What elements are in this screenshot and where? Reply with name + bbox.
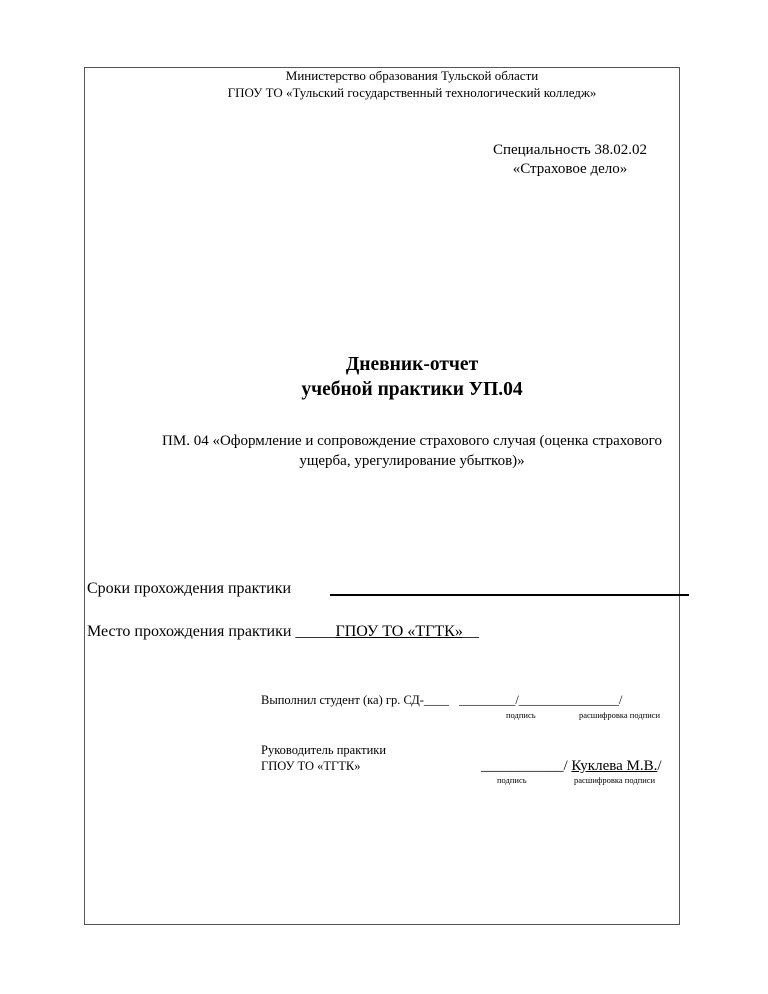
document-title: Дневник-отчет [345, 354, 479, 375]
practice-terms-label: Сроки прохождения практики [87, 580, 292, 597]
ministry-name: Министерство образования Тульской области [285, 68, 539, 83]
supervisor-name: Куклева М.В. [571, 758, 658, 774]
supervisor-signature-row [481, 757, 662, 776]
page-frame [84, 67, 680, 925]
module-line-2: ущерба, урегулирование убытков)» [299, 453, 525, 469]
practice-place-label: Место прохождения практики [87, 623, 292, 640]
supervisor-label: Руководитель практики [261, 743, 387, 757]
supervisor-name-end: / [657, 758, 662, 774]
module-line-1: ПМ. 04 «Оформление и сопровождение страхового случая (оценка страхового [162, 433, 662, 449]
student-decoding-caption: расшифровка подписи [579, 710, 661, 720]
supervisor-decoding-caption: расшифровка подписи [574, 775, 656, 785]
supervisor-signature-caption: подпись [497, 775, 527, 785]
specialty-name: «Страховое дело» [512, 161, 628, 177]
practice-place-row [87, 622, 479, 642]
student-decoding-blank: /________________/ [515, 693, 623, 707]
student-signature-caption: подпись [506, 710, 536, 720]
document-subtitle: учебной практики УП.04 [301, 379, 523, 400]
college-name: ГПОУ ТО «Тульский государственный технологический колледж» [227, 85, 597, 100]
student-row [261, 693, 622, 708]
practice-place-prefix: _____ [295, 623, 336, 640]
specialty-code: Специальность 38.02.02 [492, 142, 648, 158]
student-signature-blank: _________ [459, 693, 516, 707]
supervisor-org: ГПОУ ТО «ТГТК» [261, 759, 361, 773]
practice-place-suffix: __ [462, 623, 479, 640]
student-label: Выполнил студент (ка) гр. СД-____ [261, 693, 449, 707]
practice-terms-blank [330, 594, 689, 596]
supervisor-signature-blank: ___________/ [481, 758, 568, 774]
practice-place-value: ГПОУ ТО «ТГТК» [335, 623, 463, 640]
